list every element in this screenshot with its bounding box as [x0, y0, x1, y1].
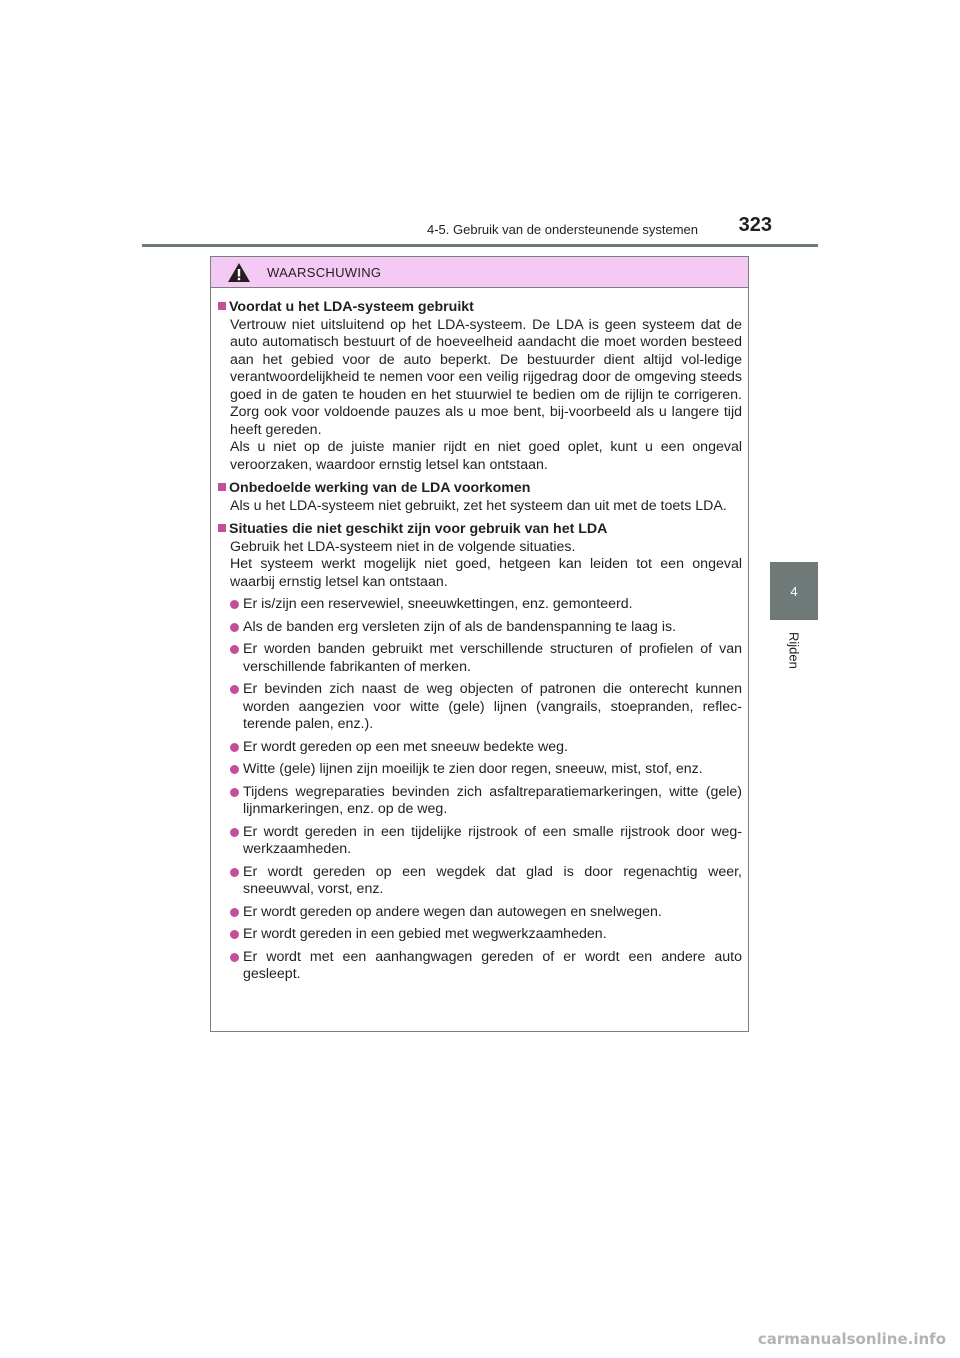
bullet-dot-icon	[230, 930, 239, 939]
paragraph: Het systeem werkt mogelijk niet goed, hetgeen kan leiden tot een ongeval waarbij ernstig letsel kan ontstaan.	[230, 556, 742, 590]
list-item-text: Er wordt met een aanhangwagen gereden of er wordt een andere auto gesleept.	[243, 948, 742, 982]
paragraph: Als u niet op de juiste manier rijdt en niet goed oplet, kunt u een ongeval veroorzaken, waardoor ernstig letsel kan ontstaan.	[230, 439, 742, 473]
section-title: 4-5. Gebruik van de ondersteunende systemen	[426, 222, 698, 237]
list-item-text: Er is/zijn een reservewiel, sneeuwkettingen, enz. gemonteerd.	[243, 596, 633, 612]
paragraph: Vertrouw niet uitsluitend op het LDA-systeem. De LDA is geen systeem dat de auto automatisch bestuurt of de hoeveelheid aandacht die moet worden besteed aan het gebied voor de auto beperkt. De bestuurder dient altijd vol-ledige verantwoordelijkheid te nemen voor een veilig rijgedrag door de omgeving steeds goed in de gaten te houden en het stuurwiel te bedien om de rijlijn te corrigeren. Zorg ook voor voldoende pauzes als u moe bent, bij-voorbeeld als u langere tijd heeft gereden.	[230, 316, 742, 438]
list-item-text: Er wordt gereden op een wegdek dat glad is door regenachtig weer, sneeuwval, vorst, enz.	[243, 863, 742, 897]
bullet-dot-icon	[230, 828, 239, 837]
list-item	[230, 864, 742, 899]
bullet-dot-icon	[230, 788, 239, 797]
paragraph: Gebruik het LDA-systeem niet in de volgende situaties.	[230, 538, 576, 555]
list-item-text: Er wordt gereden in een tijdelijke rijstrook of een smalle rijstrook door weg-werkzaamheden.	[243, 823, 742, 857]
list-item	[230, 619, 742, 637]
chapter-tab-label	[770, 622, 818, 718]
list-item	[230, 784, 742, 819]
list-item	[230, 681, 742, 734]
bullet-dot-icon	[230, 953, 239, 962]
square-bullet-icon	[218, 302, 226, 310]
list-item-text: Er wordt gereden op andere wegen dan autowegen en snelwegen.	[243, 903, 662, 920]
square-bullet-icon	[218, 483, 226, 491]
bullet-dot-icon	[230, 645, 239, 654]
list-item	[230, 824, 742, 859]
bullet-dot-icon	[230, 868, 239, 877]
bullet-dot-icon	[230, 908, 239, 917]
warning-box	[210, 256, 749, 1032]
bullet-dot-icon	[230, 685, 239, 694]
bullet-dot-icon	[230, 623, 239, 632]
list-item-text: Er worden banden gebruikt met verschillende structuren of profielen of van verschillende fabrikanten of merken.	[243, 641, 742, 675]
square-bullet-icon	[218, 524, 226, 532]
list-item-text: Witte (gele) lijnen zijn moeilijk te zien door regen, sneeuw, mist, stof, enz.	[243, 761, 703, 777]
warning-header	[211, 257, 748, 288]
watermark: carmanualsonline.info	[757, 1330, 946, 1348]
section-heading	[218, 480, 742, 498]
warning-triangle-icon	[227, 262, 251, 283]
chapter-tab-number: 4	[770, 562, 818, 620]
list-item	[230, 596, 742, 614]
bullet-dot-icon	[230, 600, 239, 609]
section-before-use	[218, 299, 742, 474]
section-heading	[218, 299, 742, 317]
bullet-dot-icon	[230, 765, 239, 774]
paragraph: Als u het LDA-systeem niet gebruikt, zet het systeem dan uit met de toets LDA.	[230, 497, 727, 514]
page-number: 323	[738, 214, 772, 236]
list-item	[230, 761, 742, 779]
section-heading-text: Situaties die niet geschikt zijn voor gebruik van het LDA	[229, 521, 608, 537]
list-item	[230, 926, 742, 944]
bullet-list	[218, 596, 742, 984]
list-item-text: Tijdens wegreparaties bevinden zich asfaltreparatiemarkeringen, witte (gele) lijnmarkeringen, enz. op de weg.	[243, 783, 742, 817]
list-item	[230, 904, 742, 922]
section-prevent-unintended	[218, 480, 742, 515]
list-item	[230, 641, 742, 676]
list-item-text: Als de banden erg versleten zijn of als de bandenspanning te laag is.	[243, 618, 677, 635]
list-item-text: Er wordt gereden op een met sneeuw bedekte weg.	[243, 738, 568, 755]
list-item	[230, 949, 742, 984]
section-heading-text: Onbedoelde werking van de LDA voorkomen	[229, 480, 531, 496]
header-divider	[142, 244, 818, 247]
section-unsuitable-situations	[218, 521, 742, 984]
list-item	[230, 739, 742, 757]
warning-title: WAARSCHUWING	[267, 264, 382, 280]
list-item-text: Er wordt gereden in een gebied met wegwerkzaamheden.	[243, 926, 607, 942]
warning-body	[211, 288, 748, 984]
section-heading	[218, 521, 742, 539]
list-item-text: Er bevinden zich naast de weg objecten of patronen die onterecht kunnen worden aangezien voor witte (gele) lijnen (vangrails, stoepranden, reflec-terende palen, enz.).	[243, 681, 742, 732]
chapter-label-text: Rijden	[786, 632, 802, 669]
bullet-dot-icon	[230, 743, 239, 752]
section-heading-text: Voordat u het LDA-systeem gebruikt	[229, 299, 474, 315]
